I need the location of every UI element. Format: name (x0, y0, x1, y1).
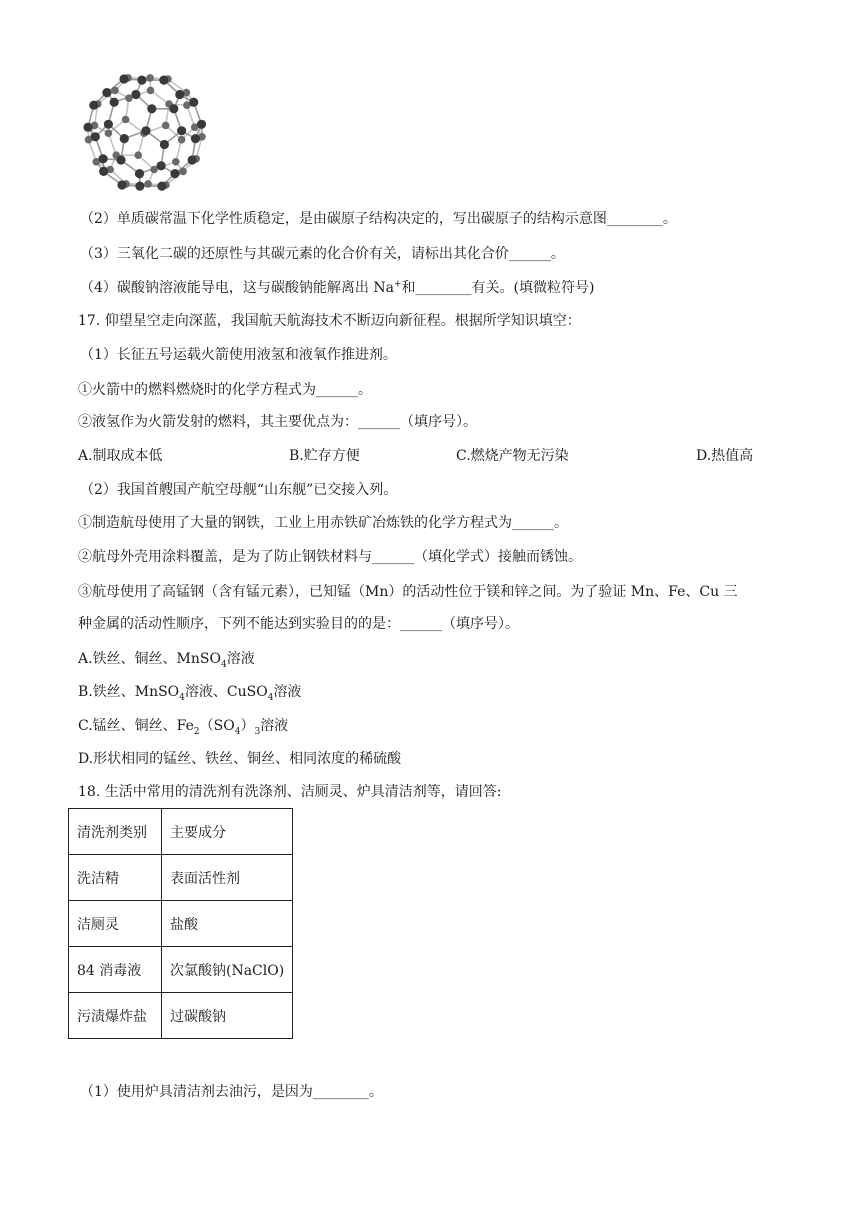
molecule-atom (178, 136, 186, 144)
fullerene-c60-molecule-image (80, 68, 210, 196)
molecule-atom (157, 161, 166, 170)
q17-part1-item1: ①火箭中的燃料燃烧时的化学方程式为______。 (78, 382, 372, 398)
q17-options-row (78, 446, 778, 466)
molecule-atom (131, 90, 140, 99)
molecule-atom (135, 169, 144, 178)
table-header-cell: 主要成分 (162, 809, 293, 855)
table-cell: 污渍爆炸盐 (69, 993, 162, 1039)
q17-part2-item3-line2: 种金属的活动性顺序，下列不能达到实验目的的是：______（填序号）。 (78, 616, 519, 632)
molecule-atom (120, 134, 129, 143)
q17-part1-item2: ②液氢作为火箭发射的燃料，其主要优点为：______（填序号）。 (78, 414, 477, 430)
q16-part2: （2）单质碳常温下化学性质稳定，是由碳原子结构决定的，写出碳原子的结构示意图________。 (80, 211, 677, 227)
choice-c: C.锰丝、铜丝、$Fe_2(SO_4)_3$溶液 (78, 718, 289, 737)
molecule-atom (172, 158, 180, 166)
option-b: B.贮存方便 (289, 448, 360, 464)
table-cell: 过碳酸钠 (162, 993, 293, 1039)
q17-part2-item2: ②航母外壳用涂料覆盖，是为了防止钢铁材料与______（填化学式）接触而锈蚀。 (78, 549, 582, 565)
molecule-atom (134, 151, 142, 159)
molecule-atom (175, 90, 184, 99)
molecule-atom (197, 120, 206, 129)
molecule-atom (162, 122, 170, 130)
choice-b: B.铁丝、MnSO$_4$溶液、CuSO$_4$溶液 (78, 684, 302, 703)
molecule-atom (105, 129, 113, 137)
table-header-row (69, 809, 293, 855)
molecule-atom (116, 155, 125, 164)
molecule-atom (188, 155, 197, 164)
molecule-atom (117, 180, 126, 189)
molecule-atom (119, 74, 128, 83)
molecule-atom (83, 123, 92, 132)
molecule-atom (122, 116, 130, 124)
molecule-atom (144, 180, 152, 188)
molecule-atom (169, 104, 178, 113)
table-cell: 盐酸 (162, 901, 293, 947)
molecule-atom (177, 126, 186, 135)
q18-stem: 18. 生活中常用的清洗剂有洗涤剂、洁厕灵、炉具清洁剂等，请回答: (78, 784, 502, 800)
option-d: D.热值高 (696, 448, 754, 464)
option-a: A.制取成本低 (78, 448, 163, 464)
table-cell: 84 消毒液 (69, 947, 162, 993)
molecule-atom (111, 87, 119, 95)
molecule-atom (170, 169, 179, 178)
table-row (69, 901, 293, 947)
molecule-atom (159, 76, 168, 85)
molecule-atom (147, 104, 156, 113)
choice-d: D.形状相同的锰丝、铁丝、铜丝、相同浓度的稀硫酸 (78, 751, 402, 767)
q17-part2-item1: ①制造航母使用了大量的钢铁，工业上用赤铁矿冶炼铁的化学方程式为______。 (78, 515, 568, 531)
table-row (69, 855, 293, 901)
molecule-atom (91, 132, 100, 141)
molecule-atom (137, 76, 146, 85)
q16-part3: （3）三氧化二碳的还原性与其碳元素的化合价有关，请标出其化合价______。 (80, 246, 565, 262)
option-c: C.燃烧产物无污染 (456, 448, 569, 464)
q18-part1: （1）使用炉具清洁剂去油污，是因为________。 (80, 1084, 383, 1100)
molecule-atom (102, 88, 111, 97)
molecule-atom (104, 120, 113, 129)
molecule-atom (99, 167, 108, 176)
molecule-atom (110, 98, 119, 107)
molecule-atom (135, 182, 144, 191)
molecule-atom (179, 168, 187, 176)
molecule-atom (191, 134, 200, 143)
q17-part2: （2）我国首艘国产航空母舰“山东舰”已交接入列。 (80, 482, 398, 498)
molecule-atom (160, 140, 169, 149)
molecule-atom (99, 154, 108, 163)
q17-stem: 17. 仰望星空走向深蓝，我国航天航海技术不断迈向新征程。根据所学知识填空： (78, 313, 581, 329)
molecule-atom (157, 182, 166, 191)
table-cell: 次氯酸钠(NaClO) (162, 947, 293, 993)
table-header-cell: 清洗剂类别 (69, 809, 162, 855)
q16-part4: （4）碳酸钠溶液能导电，这与碳酸钠能解离出 Na+和________有关。(填微粒符号) (80, 279, 595, 296)
table-cell: 洗洁精 (69, 855, 162, 901)
q17-part2-item3-line1: ③航母使用了高锰钢（含有锰元素），已知锰（Mn）的活动性位于镁和锌之间。为了验证 Mn、Fe、Cu 三 (78, 584, 738, 600)
table-row (69, 947, 293, 993)
q17-part1: （1）长征五号运载火箭使用液氢和液氧作推进剂。 (80, 347, 397, 363)
molecule-atom (189, 98, 198, 107)
table-row (69, 993, 293, 1039)
molecule-atom (146, 74, 154, 82)
molecule-atom (89, 101, 98, 110)
table-cell: 表面活性剂 (162, 855, 293, 901)
table-cell: 洁厕灵 (69, 901, 162, 947)
choice-a: A.铁丝、铜丝、MnSO$_4$溶液 (78, 651, 255, 670)
cleaner-table (68, 808, 293, 1039)
molecule-atom (141, 126, 150, 135)
molecule-atom (147, 87, 155, 95)
